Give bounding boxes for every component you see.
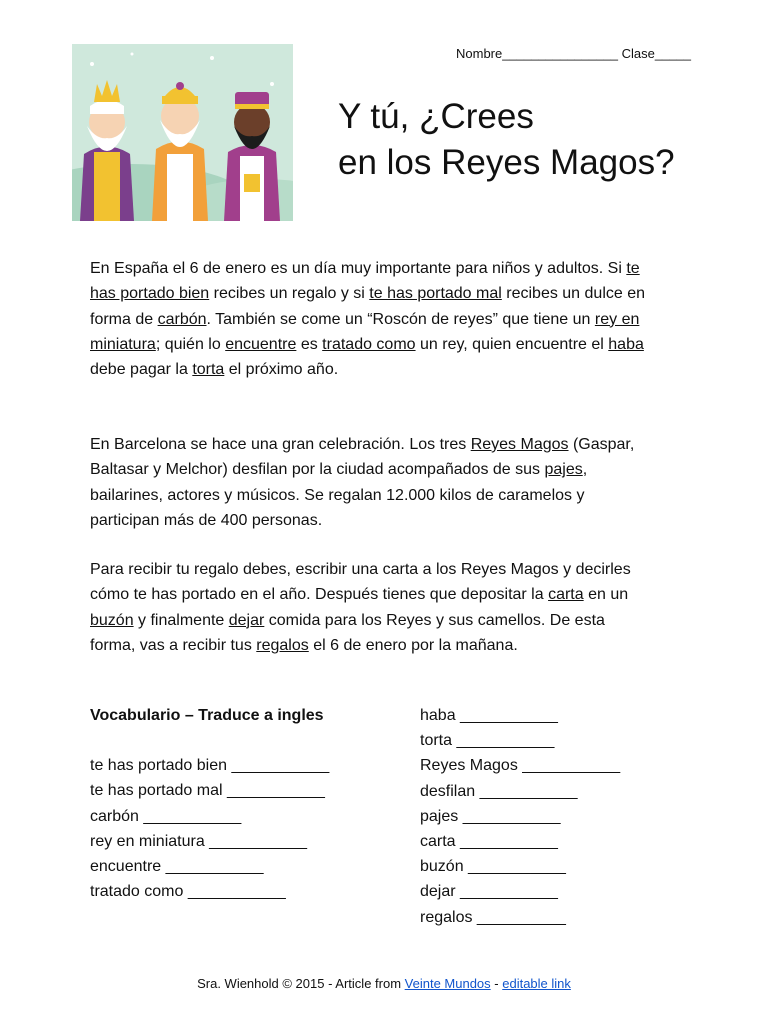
page-title <box>338 94 675 186</box>
vocab-item[interactable]: carbón ___________ <box>90 807 242 825</box>
vocab-item[interactable]: haba ___________ <box>420 707 558 724</box>
vocab-item[interactable]: buzón ___________ <box>420 858 566 876</box>
vocab-term: torta <box>192 361 225 379</box>
paragraph-text: recibes un regalo y si <box>209 285 370 303</box>
vocab-term: rey en miniatura <box>90 310 640 353</box>
paragraph-text: recibes un dulce en forma de <box>90 285 646 328</box>
vocab-term: dejar <box>228 611 265 629</box>
paragraph-text: el 6 de enero por la mañana. <box>308 636 518 654</box>
vocab-list-left <box>90 703 329 904</box>
vocab-term: regalos <box>256 636 309 654</box>
vocab-term: Reyes Magos <box>470 436 569 453</box>
paragraph-text: el próximo año. <box>224 361 339 379</box>
paragraph-text: ; quién lo <box>155 335 226 353</box>
title-line-2: en los Reyes Magos? <box>338 143 675 182</box>
paragraph-text: y finalmente <box>133 611 229 629</box>
vocab-term: carbón <box>157 310 207 328</box>
vocab-item[interactable]: dejar ___________ <box>420 883 558 901</box>
class-blank[interactable]: _____ <box>654 46 691 61</box>
paragraph-text: En Barcelona se hace una gran celebración. Los tres <box>90 436 471 453</box>
three-kings-illustration <box>72 44 293 221</box>
name-blank[interactable]: ________________ <box>502 46 618 61</box>
vocab-item[interactable]: regalos __________ <box>420 908 566 926</box>
editable-link[interactable]: editable link <box>502 976 571 991</box>
paragraph-text: Para recibir tu regalo debes, escribir una carta a los Reyes Magos y decirles cómo te has portado en el año. Después tienes que depositar la <box>90 561 631 604</box>
vocab-item[interactable]: te has portado bien ___________ <box>90 757 330 775</box>
paragraph-2 <box>90 432 650 533</box>
paragraph-text: (Gaspar, Baltasar y Melchor) desfilan por la ciudad acompañados de sus <box>90 436 635 479</box>
vocab-item[interactable]: Reyes Magos ___________ <box>420 757 621 775</box>
paragraph-1 <box>90 256 650 382</box>
vocab-item[interactable]: tratado como ___________ <box>90 883 286 901</box>
vocab-item[interactable]: rey en miniatura ___________ <box>90 832 308 850</box>
paragraph-text: debe pagar la <box>90 361 193 379</box>
vocab-term: te has portado mal <box>369 285 502 303</box>
paragraph-text: . También se come un “Roscón de reyes” que tiene un <box>206 310 595 328</box>
paragraph-3 <box>90 557 650 658</box>
vocab-list-right <box>420 703 620 930</box>
vocab-term: haba <box>608 335 644 353</box>
vocab-item[interactable]: te has portado mal ___________ <box>90 782 325 800</box>
name-class-line <box>456 46 691 61</box>
footer-credit: Sra. Wienhold © 2015 - Article from <box>197 976 405 991</box>
vocab-term: te has portado bien <box>90 260 640 303</box>
title-line-1: Y tú, ¿Crees <box>338 97 534 136</box>
vocab-term: encuentre <box>225 335 297 353</box>
footer-separator: - <box>490 976 503 991</box>
paragraph-text: En España el 6 de enero es un día muy importante para niños y adultos. Si <box>90 260 627 277</box>
vocab-term: pajes <box>544 461 583 479</box>
paragraph-text: , bailarines, actores y músicos. Se regalan 12.000 kilos de caramelos y participan más de 400 personas. <box>90 461 588 529</box>
vocab-term: buzón <box>90 611 134 629</box>
veinte-mundos-link[interactable]: Veinte Mundos <box>404 976 491 991</box>
vocab-item[interactable]: torta ___________ <box>420 732 555 750</box>
vocab-item[interactable]: carta ___________ <box>420 833 558 851</box>
footer <box>0 976 768 991</box>
paragraph-text: un rey, quien encuentre el <box>415 335 609 353</box>
vocab-term: carta <box>548 586 584 604</box>
vocab-item[interactable]: encuentre ___________ <box>90 858 264 876</box>
class-label: Clase <box>621 46 655 61</box>
vocab-item[interactable]: pajes ___________ <box>420 807 561 825</box>
vocab-heading: Vocabulario – Traduce a ingles <box>90 707 324 724</box>
paragraph-text: en un <box>583 586 629 604</box>
name-label: Nombre <box>456 46 503 61</box>
vocab-item[interactable]: desfilan ___________ <box>420 782 578 800</box>
paragraph-text: comida para los Reyes y sus camellos. De esta forma, vas a recibir tus <box>90 611 605 654</box>
paragraph-text: es <box>296 335 323 353</box>
vocab-term: tratado como <box>322 335 416 353</box>
